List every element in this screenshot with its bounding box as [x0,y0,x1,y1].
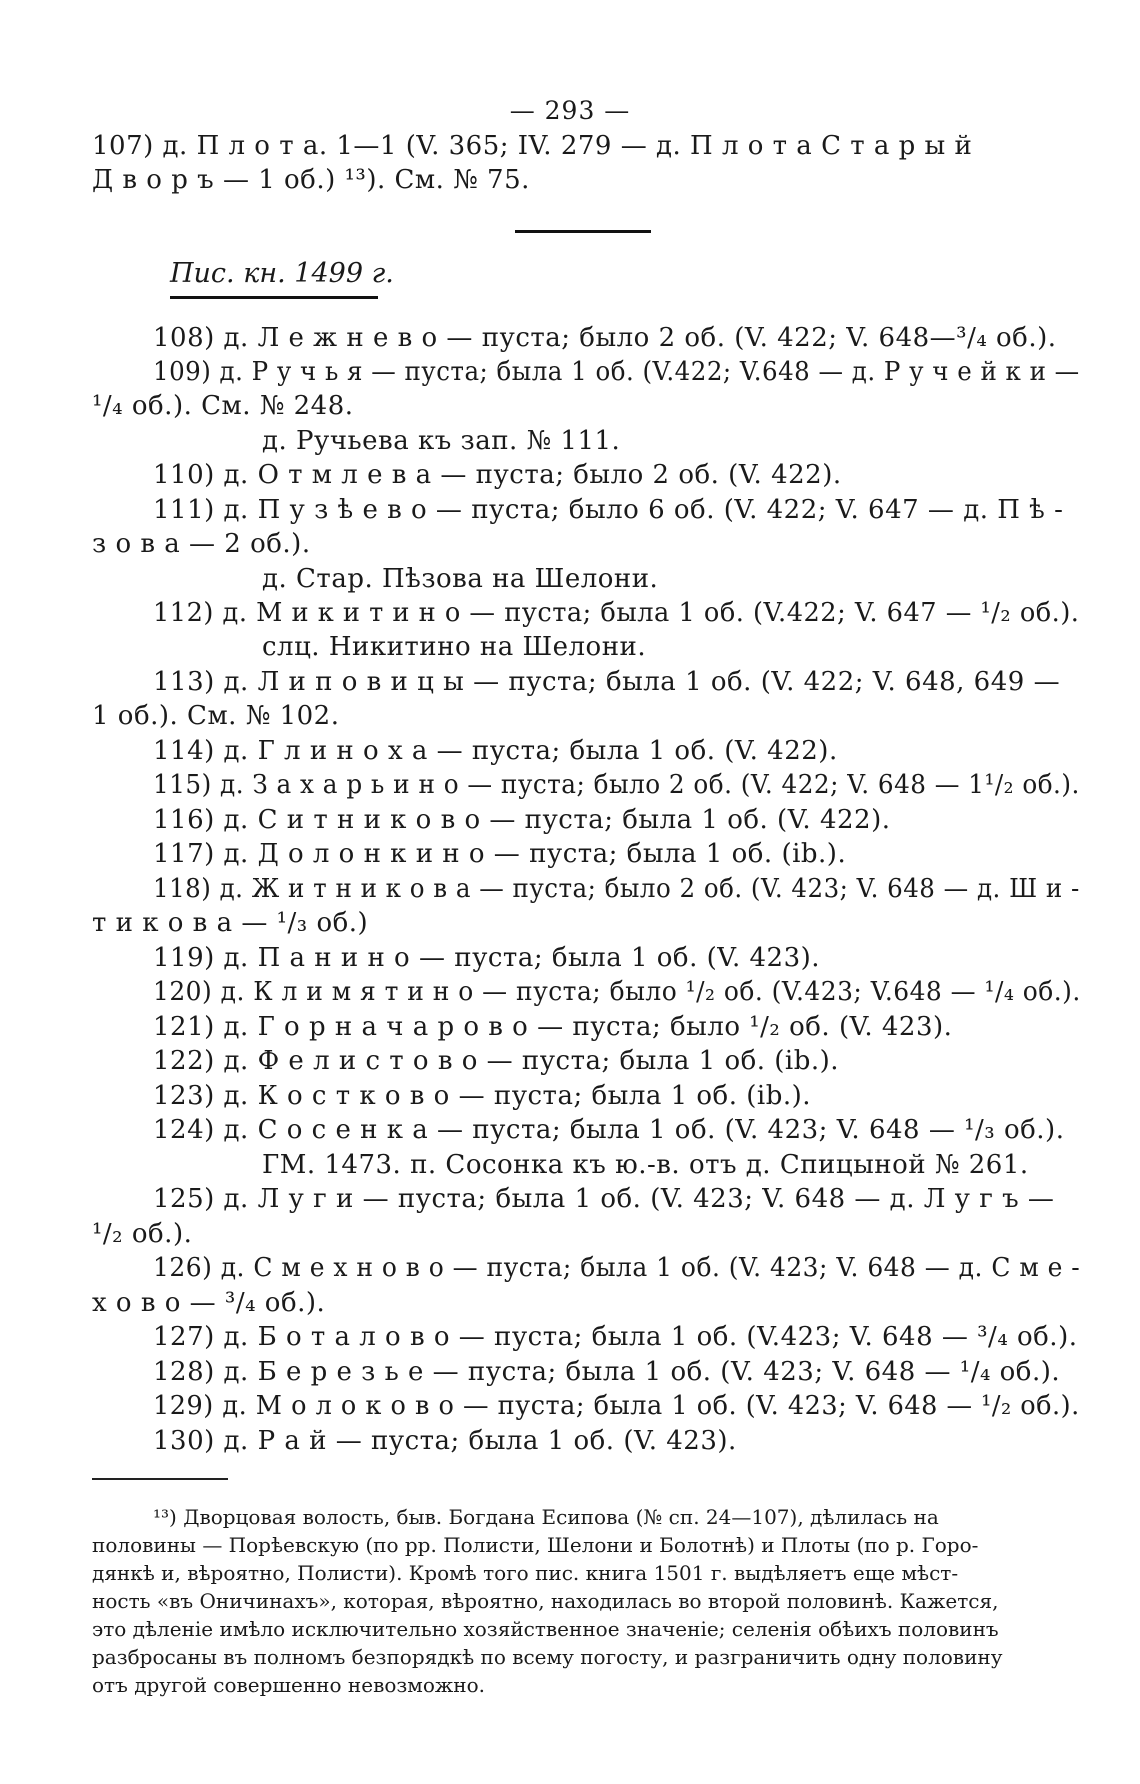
section-divider [515,230,651,233]
section-heading: Пис. кн. 1499 г. [170,258,394,289]
entry-line: 122) д. Ф е л и с т о в о — пуста; была 1 об. (ib.). [153,1046,840,1076]
entry-line: 120) д. К л и м я т и н о — пуста; было ¹/₂ об. (V.423; V.648 — ¹/₄ об.). [153,977,1081,1007]
entry-line: ¹/₄ об.). См. № 248. [92,391,354,421]
footnote-line: это дѣленіе имѣло исключительно хозяйственное значеніе; селенія обѣихъ половинъ [92,1617,999,1641]
entry-line: 129) д. М о л о к о в о — пуста; была 1 об. (V. 423; V. 648 — ¹/₂ об.). [153,1391,1080,1421]
entry-line: д. Ручьева къ зап. № 111. [262,426,621,456]
entry-line: х о в о — ³/₄ об.). [92,1288,326,1318]
entry-line: 121) д. Г о р н а ч а р о в о — пуста; было ¹/₂ об. (V. 423). [153,1012,953,1042]
entry-line: 119) д. П а н и н о — пуста; была 1 об. (V. 423). [153,943,821,973]
entry-line: 125) д. Л у г и — пуста; была 1 об. (V. 423; V. 648 — д. Л у г ъ — [153,1184,1055,1214]
entry-line: 124) д. С о с е н к а — пуста; была 1 об. (V. 423; V. 648 — ¹/₃ об.). [153,1115,1065,1145]
entry-line: 110) д. О т м л е в а — пуста; было 2 об. (V. 422). [153,460,842,490]
entry-line: т и к о в а — ¹/₃ об.) [92,908,369,938]
entry-line: 123) д. К о с т к о в о — пуста; была 1 об. (ib.). [153,1081,812,1111]
footnote-line: дянкѣ и, вѣроятно, Полисти). Кромѣ того пис. книга 1501 г. выдѣляетъ еще мѣст- [92,1561,959,1585]
entry-line: 112) д. М и к и т и н о — пуста; была 1 об. (V.422; V. 647 — ¹/₂ об.). [153,598,1080,628]
entry-line: 126) д. С м е х н о в о — пуста; была 1 об. (V. 423; V. 648 — д. С м е - [153,1253,1081,1283]
heading-underline [170,296,378,299]
footnote-line: разбросаны въ полномъ безпорядкѣ по всему погосту, и разграничить одну половину [92,1645,1003,1669]
entry-line: 127) д. Б о т а л о в о — пуста; была 1 об. (V.423; V. 648 — ³/₄ об.). [153,1322,1078,1352]
footnote-divider [92,1478,228,1480]
page-number: — 293 — [509,96,631,125]
entry-line: 1 об.). См. № 102. [92,701,340,731]
entry-line: ¹/₂ об.). [92,1219,193,1249]
entry-line: 111) д. П у з ѣ е в о — пуста; было 6 об. (V. 422; V. 647 — д. П ѣ - [153,495,1064,525]
footnote-line: половины — Порѣевскую (по рр. Полисти, Шелони и Болотнѣ) и Плоты (по р. Горо- [92,1533,979,1557]
footnote-line: ность «въ Оничинахъ», которая, вѣроятно, находилась во второй половинѣ. Кажется, [92,1589,999,1613]
footnote-line: отъ другой совершенно невозможно. [92,1673,486,1697]
entry-line: ГМ. 1473. п. Сосонка къ ю.-в. отъ д. Спицыной № 261. [262,1150,1029,1180]
entry-line: 108) д. Л е ж н е в о — пуста; было 2 об. (V. 422; V. 648—³/₄ об.). [153,323,1057,353]
footnote-line: ¹³) Дворцовая волость, быв. Богдана Есипова (№ сп. 24—107), дѣлилась на [153,1505,939,1529]
entry-107-line1: 107) д. П л о т а. 1—1 (V. 365; IV. 279 — д. П л о т а С т а р ы й [92,131,973,161]
entry-line: 114) д. Г л и н о х а — пуста; была 1 об. (V. 422). [153,736,838,766]
entry-line: 109) д. Р у ч ь я — пуста; была 1 об. (V.422; V.648 — д. Р у ч е й к и — [153,357,1080,387]
entry-line: д. Стар. Пѣзова на Шелони. [262,564,659,594]
entry-line: 116) д. С и т н и к о в о — пуста; была 1 об. (V. 422). [153,805,891,835]
entry-line: 118) д. Ж и т н и к о в а — пуста; было 2 об. (V. 423; V. 648 — д. Ш и - [153,874,1080,904]
entry-line: 117) д. Д о л о н к и н о — пуста; была 1 об. (ib.). [153,839,847,869]
entry-line: слц. Никитино на Шелони. [262,632,647,662]
entry-line: 128) д. Б е р е з ь е — пуста; была 1 об. (V. 423; V. 648 — ¹/₄ об.). [153,1357,1061,1387]
entry-line: 115) д. З а х а р ь и н о — пуста; было 2 об. (V. 422; V. 648 — 1¹/₂ об.). [153,770,1080,800]
entry-line: 113) д. Л и п о в и ц ы — пуста; была 1 об. (V. 422; V. 648, 649 — [153,667,1061,697]
entry-line: з о в а — 2 об.). [92,529,311,559]
entry-line: 130) д. Р а й — пуста; была 1 об. (V. 423). [153,1426,737,1456]
entry-107-line2: Д в о р ъ — 1 об.) ¹³). См. № 75. [92,165,530,195]
